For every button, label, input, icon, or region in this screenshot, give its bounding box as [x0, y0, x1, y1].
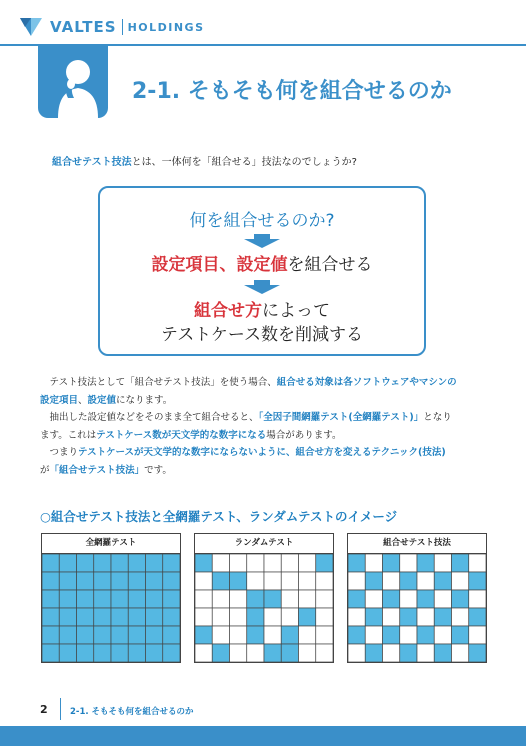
full-coverage-grid: [41, 533, 181, 663]
grid-cell-filled: [128, 608, 145, 626]
grid-cell-empty: [452, 608, 469, 626]
grid-cell-filled: [195, 626, 212, 644]
body-highlight: 「組合せテスト技法」: [49, 464, 145, 476]
grid-cell-empty: [247, 554, 264, 572]
body-line: [40, 462, 492, 480]
grid-cell-filled: [348, 626, 365, 644]
body-highlight: 組合せる対象は各ソフトウェアやマシンの: [276, 377, 457, 388]
grid-cell-empty: [383, 572, 400, 590]
grid-cell-empty: [452, 644, 469, 662]
body-span: 場合があります。: [266, 429, 342, 441]
brand-name: VALTES: [50, 18, 117, 36]
logo: [18, 14, 205, 40]
grid-cell-filled: [247, 608, 264, 626]
grid-cell-filled: [146, 590, 163, 608]
grid-cell-filled: [42, 572, 59, 590]
brand-sub: HOLDINGS: [127, 20, 205, 34]
body-line: [40, 409, 492, 427]
grid-cell-filled: [434, 572, 451, 590]
thinking-person-icon: [38, 46, 108, 118]
grid-cell-empty: [281, 590, 298, 608]
grid-cell-filled: [163, 572, 180, 590]
grid-cell-empty: [212, 590, 229, 608]
grid-cell-filled: [111, 608, 128, 626]
footer-divider: [60, 698, 61, 720]
grid-cell-empty: [383, 608, 400, 626]
grid-cell-empty: [365, 590, 382, 608]
grid-cell-filled: [212, 644, 229, 662]
grid-cell-empty: [299, 644, 316, 662]
down-arrow-icon: [244, 280, 280, 294]
grid-cell-filled: [469, 572, 486, 590]
intro-rest: とは、一体何を「組合せる」技法なのでしょうか?: [131, 157, 357, 168]
grid-cell-empty: [264, 626, 281, 644]
grid-title: 組合せテスト技法: [348, 534, 486, 554]
grid-cell-empty: [316, 608, 333, 626]
grid-cell-empty: [365, 626, 382, 644]
grid-cell-filled: [230, 572, 247, 590]
body-line: [40, 392, 492, 410]
body-highlight: 「全因子間網羅テスト(全網羅テスト)」: [258, 412, 424, 424]
grid-cell-empty: [417, 608, 434, 626]
grid-cell-filled: [281, 644, 298, 662]
body-span: 抽出した設定値などをそのまま全て組合せると、: [49, 412, 259, 424]
grid-cell-filled: [452, 590, 469, 608]
grid-cell-filled: [94, 608, 111, 626]
grid-cell-empty: [230, 626, 247, 644]
grid-cell-filled: [365, 644, 382, 662]
grid-cell-empty: [316, 644, 333, 662]
box-line-2-red: 設定項目、設定値: [151, 255, 288, 275]
grid-cell-empty: [299, 554, 316, 572]
grid-cell-empty: [299, 590, 316, 608]
grid-cell-empty: [230, 590, 247, 608]
grid-cell-filled: [128, 626, 145, 644]
grid-cell-empty: [348, 608, 365, 626]
grid-cell-filled: [469, 644, 486, 662]
grid-cell-empty: [417, 572, 434, 590]
body-span: つまり: [49, 447, 79, 459]
grid-cell-filled: [365, 608, 382, 626]
summary-box: [98, 186, 426, 356]
grid-cell-empty: [469, 626, 486, 644]
grid-cell-empty: [264, 554, 281, 572]
grid-cell-empty: [195, 608, 212, 626]
grid-cell-filled: [94, 590, 111, 608]
grid-cell-filled: [316, 554, 333, 572]
grid-cell-filled: [42, 590, 59, 608]
grid-cell-empty: [281, 608, 298, 626]
grid-cell-empty: [212, 608, 229, 626]
section-title: ○組合せテスト技法と全網羅テスト、ランダムテストのイメージ: [40, 509, 398, 524]
body-text: [40, 374, 492, 480]
grid-cell-filled: [42, 554, 59, 572]
down-arrow-icon: [244, 234, 280, 248]
grid-cell-filled: [77, 554, 94, 572]
footer-bar: [0, 726, 526, 746]
grid-cell-empty: [434, 626, 451, 644]
intro-highlight: 組合せテスト技法: [52, 157, 132, 168]
grid-cell-filled: [452, 554, 469, 572]
grid-cell-filled: [417, 626, 434, 644]
grid-cell-filled: [59, 608, 76, 626]
grid-cell-filled: [128, 644, 145, 662]
body-line: [40, 444, 492, 462]
grid-cell-filled: [212, 572, 229, 590]
grid-cell-filled: [128, 572, 145, 590]
grid-cell-filled: [77, 608, 94, 626]
grid-cell-filled: [163, 554, 180, 572]
grid-cell-empty: [195, 590, 212, 608]
grid-cell-filled: [59, 626, 76, 644]
grid-cell-empty: [247, 644, 264, 662]
grid-cell-filled: [417, 590, 434, 608]
body-span: になります。: [116, 394, 173, 406]
body-span: テスト技法として「組合せテスト技法」を使う場合、: [49, 377, 277, 388]
grid-cell-filled: [94, 644, 111, 662]
body-span: となり: [423, 412, 452, 424]
grid-cell-empty: [212, 626, 229, 644]
grid-cell-empty: [299, 572, 316, 590]
grid-cell-empty: [264, 608, 281, 626]
grid-cell-empty: [400, 590, 417, 608]
grid-cells: [195, 554, 333, 662]
grid-cell-filled: [264, 644, 281, 662]
grid-cell-filled: [94, 626, 111, 644]
grid-cell-filled: [400, 608, 417, 626]
grid-cell-filled: [163, 608, 180, 626]
grid-cell-filled: [42, 626, 59, 644]
grid-cell-filled: [111, 554, 128, 572]
grid-cell-empty: [434, 554, 451, 572]
grid-cell-filled: [77, 572, 94, 590]
grid-cell-filled: [299, 608, 316, 626]
grid-cell-filled: [163, 626, 180, 644]
grid-cell-filled: [77, 626, 94, 644]
grid-cell-filled: [59, 554, 76, 572]
box-line-3-rest: によって: [262, 301, 330, 321]
page-number: 2: [40, 703, 48, 716]
grid-cell-filled: [77, 590, 94, 608]
grid-cell-empty: [230, 554, 247, 572]
grid-cell-filled: [111, 572, 128, 590]
grid-cell-filled: [247, 626, 264, 644]
body-line: [40, 374, 492, 392]
grid-cell-empty: [434, 590, 451, 608]
grid-cell-filled: [42, 644, 59, 662]
grid-cell-empty: [316, 590, 333, 608]
box-line-2-rest: を組合せる: [287, 255, 373, 275]
body-span: です。: [144, 464, 172, 476]
grid-cell-filled: [383, 590, 400, 608]
random-test-grid: [194, 533, 334, 663]
grid-cells: [42, 554, 180, 662]
grid-cell-empty: [264, 572, 281, 590]
grid-cell-filled: [128, 554, 145, 572]
box-line-4: テストケース数を削減する: [160, 325, 364, 345]
grid-cell-filled: [77, 644, 94, 662]
grid-cell-filled: [146, 644, 163, 662]
grid-cell-filled: [59, 572, 76, 590]
grid-cell-filled: [42, 608, 59, 626]
body-span: ます。これは: [40, 429, 97, 441]
grid-cell-filled: [163, 644, 180, 662]
grid-cell-filled: [348, 590, 365, 608]
grid-cell-empty: [348, 572, 365, 590]
grid-cell-filled: [247, 590, 264, 608]
grid-cell-empty: [348, 644, 365, 662]
body-highlight: テストケースが天文学的な数字にならないように、組合せ方を変えるテクニック(技法): [78, 447, 446, 459]
grid-cell-filled: [94, 572, 111, 590]
grid-cell-empty: [469, 554, 486, 572]
grid-title: ランダムテスト: [195, 534, 333, 554]
page-title: 2-1. そもそも何を組合せるのか: [132, 79, 452, 104]
grid-cell-filled: [434, 608, 451, 626]
grid-cell-filled: [146, 572, 163, 590]
grid-cell-filled: [59, 644, 76, 662]
box-line-3: [100, 296, 424, 321]
grid-cell-filled: [111, 626, 128, 644]
grid-cell-filled: [365, 572, 382, 590]
grid-cell-filled: [281, 626, 298, 644]
logo-divider: [122, 19, 123, 35]
grid-cell-empty: [400, 626, 417, 644]
grid-cell-filled: [111, 644, 128, 662]
grid-cell-filled: [400, 644, 417, 662]
box-line-3-red: 組合せ方: [194, 301, 262, 321]
grid-title: 全網羅テスト: [42, 534, 180, 554]
grid-cells: [348, 554, 486, 662]
grid-cell-filled: [434, 644, 451, 662]
grid-cell-filled: [195, 554, 212, 572]
grid-cell-empty: [281, 554, 298, 572]
grid-cell-empty: [365, 554, 382, 572]
grid-cell-filled: [146, 626, 163, 644]
grid-cell-filled: [146, 554, 163, 572]
grid-cell-empty: [452, 572, 469, 590]
grid-cell-empty: [247, 572, 264, 590]
grid-cell-empty: [230, 608, 247, 626]
grid-cell-filled: [348, 554, 365, 572]
grid-cell-filled: [59, 590, 76, 608]
body-line: [40, 427, 492, 445]
grid-cell-filled: [400, 572, 417, 590]
footer-title: 2-1. そもそも何を組合せるのか: [70, 707, 194, 717]
body-span: 、: [78, 394, 88, 406]
body-span: が: [40, 464, 50, 476]
grid-cell-filled: [146, 608, 163, 626]
body-highlight: 設定項目: [40, 394, 79, 406]
grid-cell-filled: [417, 554, 434, 572]
grid-cell-empty: [400, 554, 417, 572]
grid-cell-filled: [452, 626, 469, 644]
grid-cell-filled: [111, 590, 128, 608]
grid-cell-empty: [195, 644, 212, 662]
grid-cell-filled: [264, 590, 281, 608]
grid-cell-empty: [230, 644, 247, 662]
intro-text: [52, 153, 357, 168]
combinatorial-test-grid: [347, 533, 487, 663]
grid-cell-filled: [128, 590, 145, 608]
grid-cell-empty: [281, 572, 298, 590]
grid-cell-empty: [469, 590, 486, 608]
valtes-logo-icon: [18, 14, 44, 40]
grid-cell-filled: [94, 554, 111, 572]
grid-cell-empty: [195, 572, 212, 590]
grid-cell-filled: [383, 626, 400, 644]
grid-cell-empty: [383, 644, 400, 662]
grid-cell-filled: [383, 554, 400, 572]
grid-cell-filled: [469, 608, 486, 626]
body-highlight: テストケース数が天文学的な数字になる: [96, 429, 267, 441]
grid-cell-filled: [163, 590, 180, 608]
box-line-2: [100, 250, 424, 275]
box-question: 何を組合せるのか?: [189, 211, 335, 231]
grid-cell-empty: [316, 572, 333, 590]
grid-cell-empty: [316, 626, 333, 644]
grid-cell-empty: [299, 626, 316, 644]
grid-cell-empty: [212, 554, 229, 572]
body-highlight: 設定値: [87, 394, 117, 406]
grid-cell-empty: [417, 644, 434, 662]
